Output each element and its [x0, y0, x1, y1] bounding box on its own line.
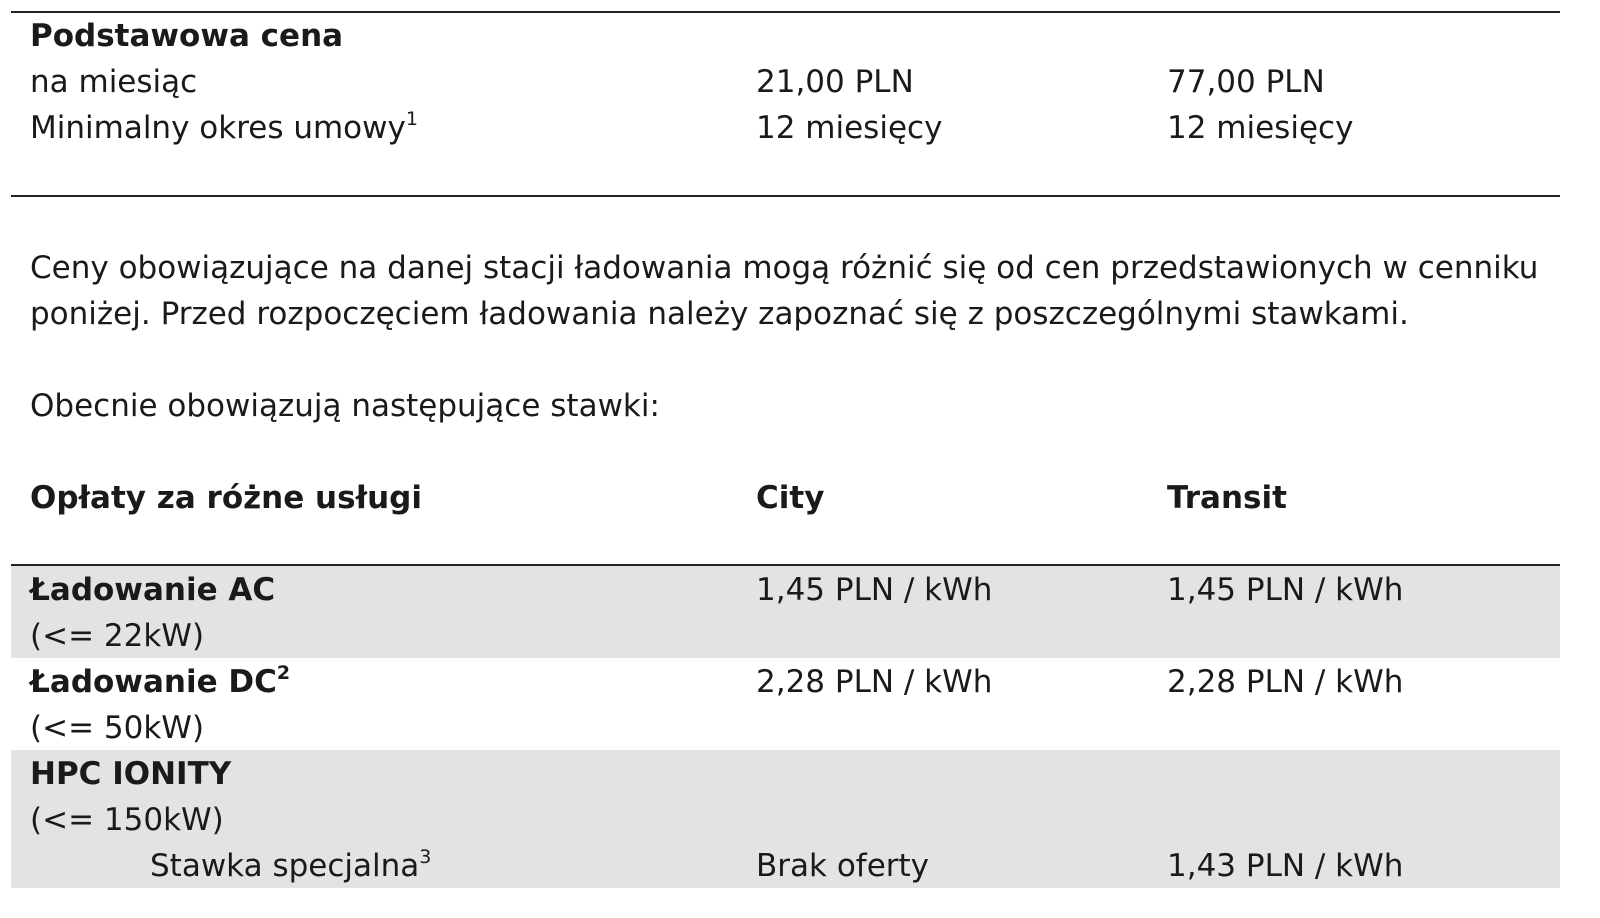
min-contract-label: [30, 105, 418, 151]
monthly-label: na miesiąc: [30, 64, 198, 100]
hpc-ionity-name: [30, 751, 231, 797]
footnote-3-marker: 3: [419, 845, 432, 868]
ac-charging-city: 1,45 PLN / kWh: [756, 572, 993, 608]
min-contract-label-text: Minimalny okres umowy: [30, 110, 406, 146]
fees-header-service: Opłaty za różne usługi: [30, 480, 422, 516]
dc-charging-transit: 2,28 PLN / kWh: [1167, 664, 1404, 700]
special-rate-label: [150, 843, 431, 889]
hpc-ionity-detail: (<= 150kW): [30, 802, 224, 838]
footnote-1-marker: 1: [405, 107, 418, 130]
fees-header-city: City: [756, 480, 825, 516]
dc-charging-name: [30, 659, 290, 705]
dc-charging-city: 2,28 PLN / kWh: [756, 664, 993, 700]
monthly-transit-value: 77,00 PLN: [1167, 64, 1325, 100]
dc-charging-name-text: Ładowanie DC: [30, 664, 277, 700]
ac-charging-name: [30, 567, 275, 613]
basic-price-heading: Podstawowa cena: [30, 18, 344, 54]
min-contract-transit-value: 12 miesięcy: [1167, 110, 1354, 146]
footnote-2-marker: 2: [276, 661, 291, 684]
current-rates-intro: Obecnie obowiązują następujące stawki:: [30, 388, 660, 424]
monthly-city-value: 21,00 PLN: [756, 64, 914, 100]
notice-paragraph: Ceny obowiązujące na danej stacji ładowania mogą różnić się od cen przedstawionych w cenniku poniżej. Przed rozpoczęciem ładowania należy zapoznać się z poszczególnymi stawkami.: [30, 250, 1539, 332]
top-table-bottom-rule: [11, 195, 1560, 197]
special-rate-label-text: Stawka specjalna: [150, 848, 420, 884]
dc-charging-detail: (<= 50kW): [30, 710, 205, 746]
special-rate-city: Brak oferty: [756, 848, 930, 884]
ac-charging-transit: 1,45 PLN / kWh: [1167, 572, 1404, 608]
ac-charging-detail: (<= 22kW): [30, 618, 205, 654]
fees-header-transit: Transit: [1167, 480, 1287, 516]
special-rate-transit: 1,43 PLN / kWh: [1167, 848, 1404, 884]
ac-charging-name-text: Ładowanie AC: [30, 572, 276, 608]
min-contract-city-value: 12 miesięcy: [756, 110, 943, 146]
hpc-ionity-name-text: HPC IONITY: [30, 756, 232, 792]
